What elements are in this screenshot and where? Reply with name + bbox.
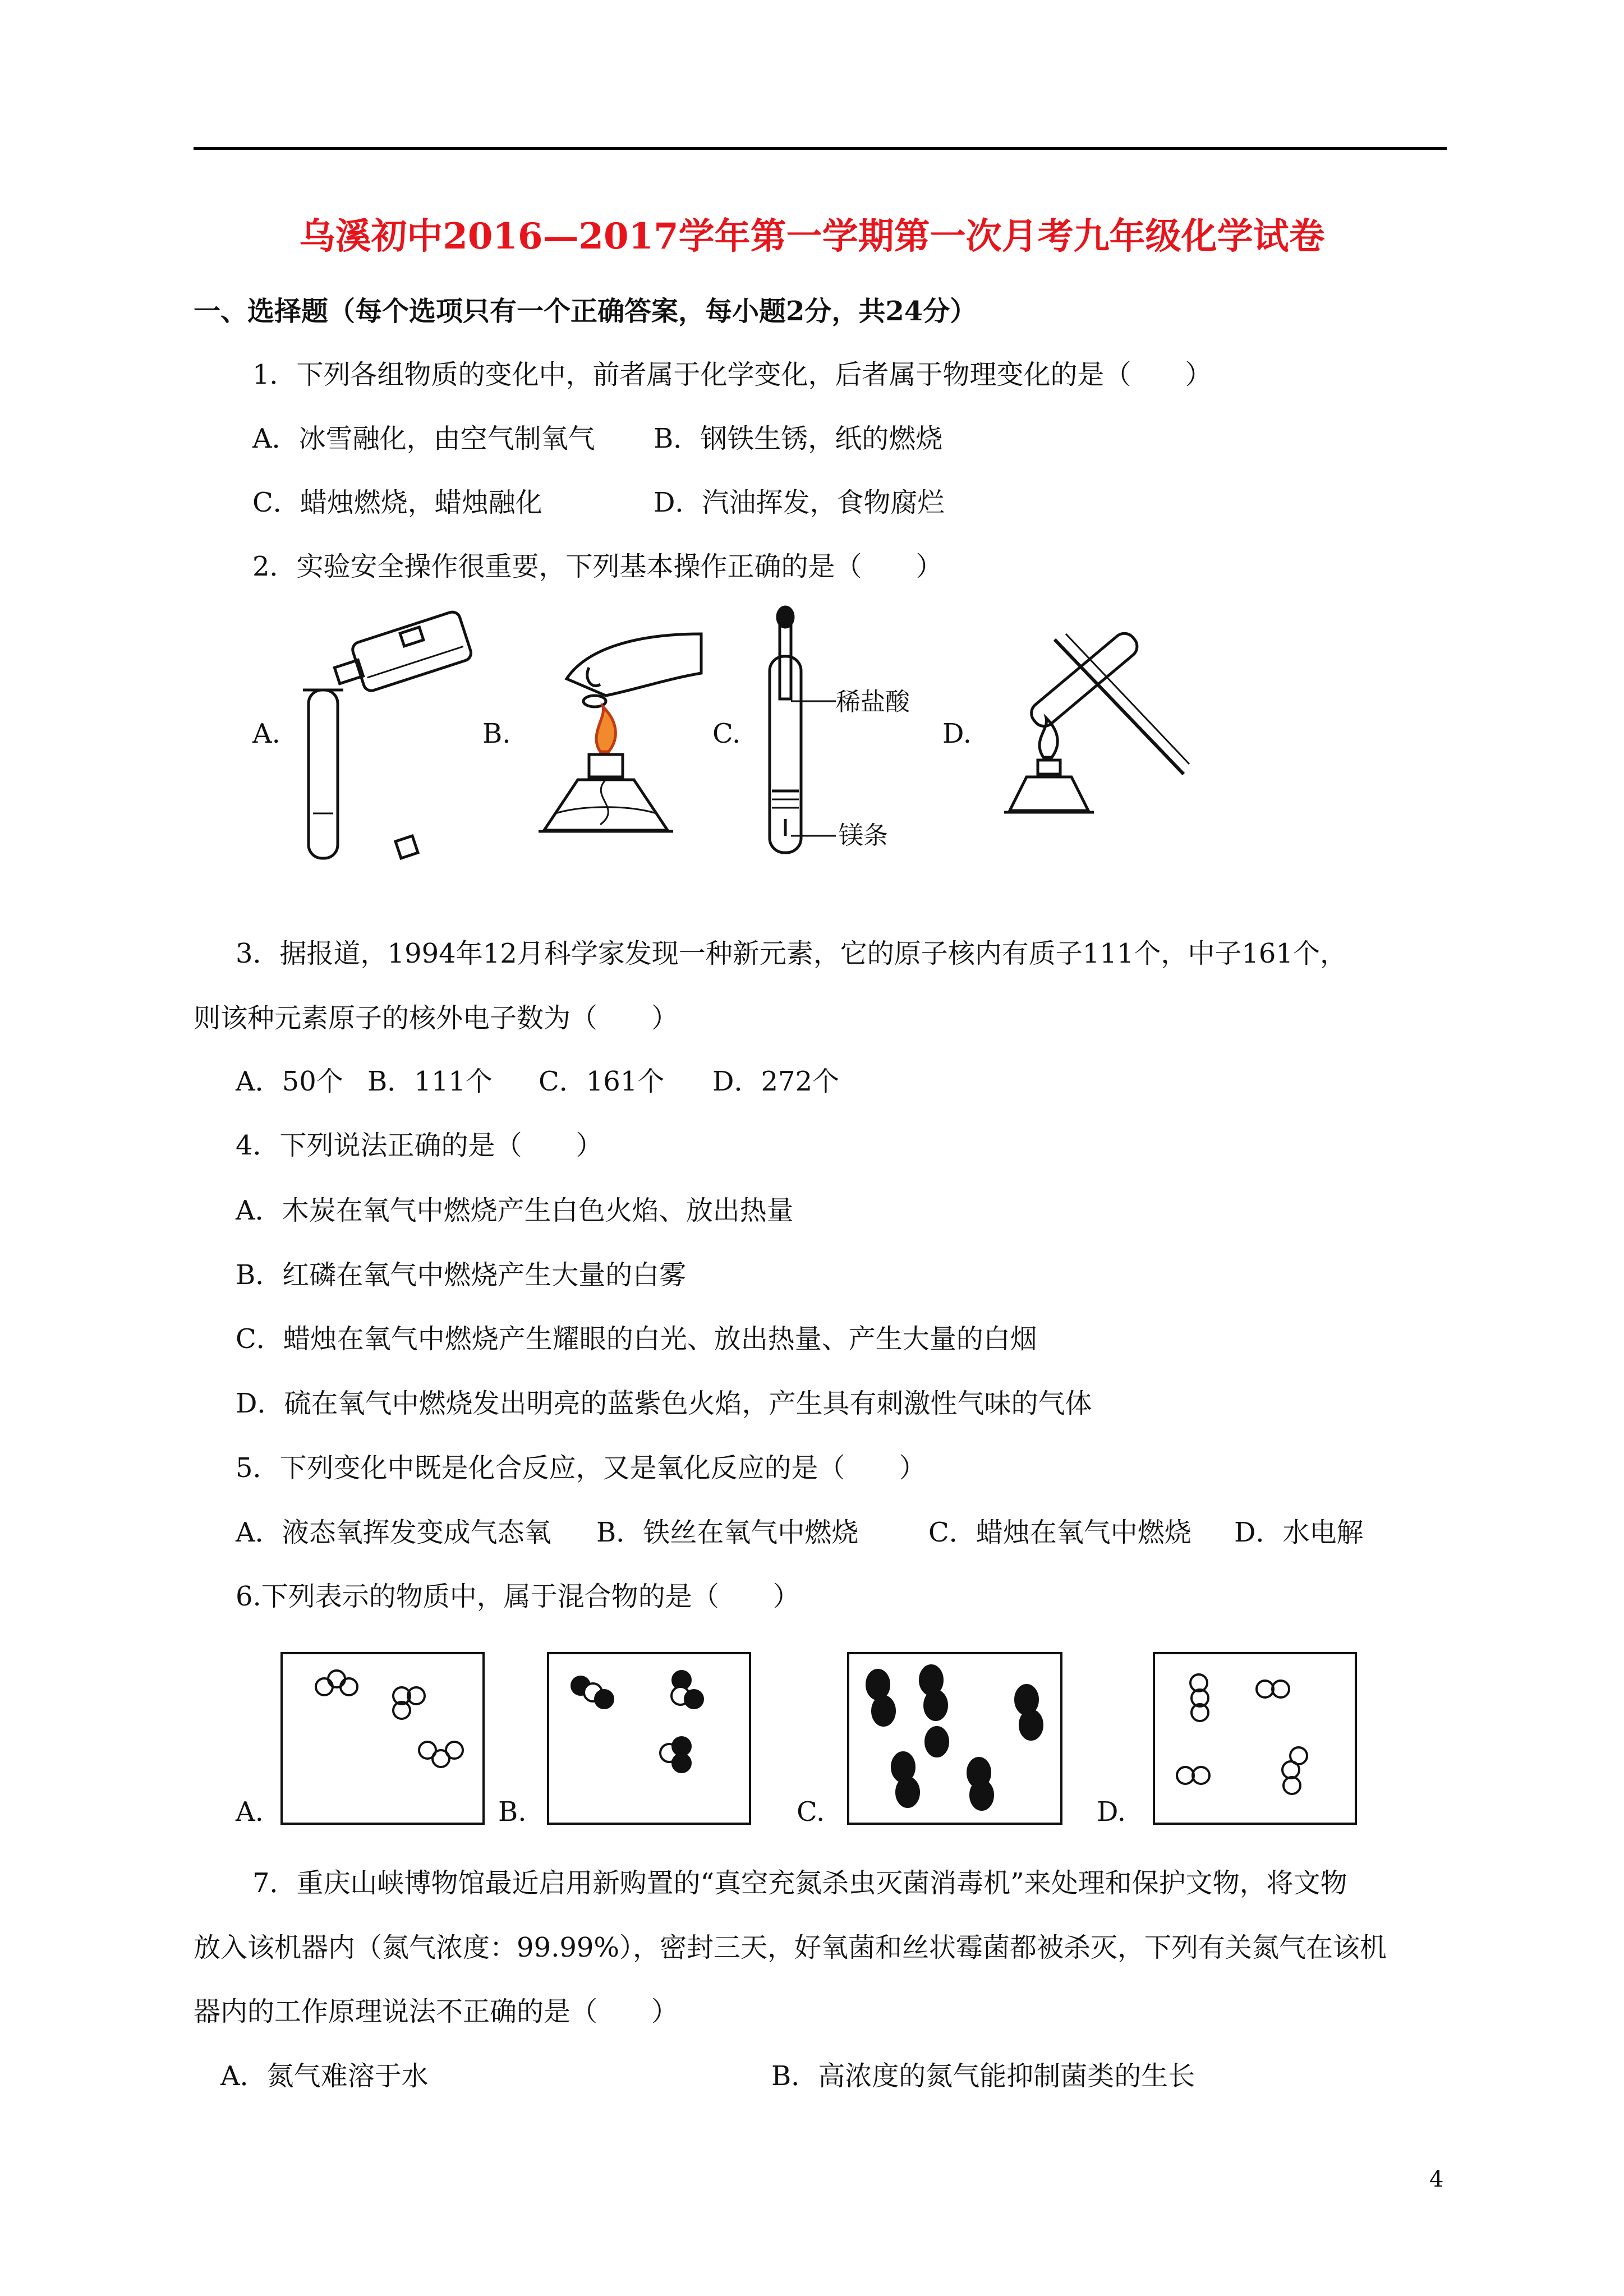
- q5-option-a: A．液态氧挥发变成气态氧: [236, 1517, 551, 1548]
- q3-option-b: B．111个: [367, 1066, 493, 1097]
- q2-figure-c: [752, 606, 920, 864]
- q6-box-c: [847, 1652, 1062, 1826]
- q6-box-a: [280, 1652, 485, 1826]
- exam-title: 乌溪初中2016—2017学年第一学期第一次月考九年级化学试卷: [299, 215, 1325, 257]
- q4-option-b: B．红磷在氧气中燃烧产生大量的白雾: [236, 1259, 687, 1291]
- q1-option-d: D．汽油挥发，食物腐烂: [654, 487, 945, 518]
- q2-label-b: B.: [482, 718, 511, 749]
- q2-figure-b: [522, 611, 712, 853]
- q6-label-a: A.: [236, 1796, 264, 1828]
- q7-line-1: 7．重庆山峡博物馆最近启用新购置的“真空充氮杀虫灭菌消毒机”来处理和保护文物，将文物: [252, 1867, 1347, 1899]
- q5-option-b: B．铁丝在氧气中燃烧: [596, 1517, 859, 1548]
- q2-label-c: C.: [712, 718, 741, 749]
- q6-box-d: [1153, 1652, 1357, 1826]
- q7-option-b: B．高浓度的氮气能抑制菌类的生长: [771, 2060, 1195, 2092]
- page-number: 4: [1429, 2166, 1444, 2192]
- q1-option-a: A．冰雪融化，由空气制氧气: [252, 423, 595, 454]
- q6-stem: 6.下列表示的物质中，属于混合物的是（ ）: [236, 1581, 800, 1612]
- q7-option-a: A．氮气难溶于水: [220, 2060, 429, 2092]
- q5-option-d: D．水电解: [1234, 1517, 1364, 1548]
- q6-box-b: [547, 1652, 751, 1826]
- q2-stem: 2．实验安全操作很重要，下列基本操作正确的是（ ）: [252, 551, 943, 582]
- q2-figure-d: [987, 617, 1189, 819]
- q2-figure-a: [292, 606, 477, 864]
- q5-stem: 5．下列变化中既是化合反应，又是氧化反应的是（ ）: [236, 1452, 926, 1484]
- q6-label-d: D.: [1097, 1796, 1126, 1828]
- q1-stem: 1．下列各组物质的变化中，前者属于化学变化，后者属于物理变化的是（ ）: [252, 359, 1212, 390]
- q2-label-d: D.: [942, 718, 972, 749]
- section-heading: 一、选择题（每个选项只有一个正确答案，每小题2分，共24分）: [194, 296, 977, 327]
- header-rule: [194, 147, 1447, 150]
- q7-line-3: 器内的工作原理说法不正确的是（ ）: [194, 1996, 679, 2027]
- q1-option-b: B．钢铁生锈，纸的燃烧: [654, 423, 943, 454]
- q3-line-1: 3．据报道，1994年12月科学家发现一种新元素，它的原子核内有质子111个，中子161个，: [236, 938, 1347, 969]
- q7-line-2: 放入该机器内（氮气浓度：99.99%），密封三天，好氧菌和丝状霉菌都被杀灭，下列有关氮气在该机: [194, 1932, 1387, 1963]
- q4-option-d: D．硫在氧气中燃烧发出明亮的蓝紫色火焰，产生具有刺激性气味的气体: [236, 1388, 1092, 1419]
- q2-label-a: A.: [252, 718, 280, 749]
- q3-option-a: A．50个: [236, 1066, 343, 1097]
- magnesium-label: 镁条: [839, 821, 888, 850]
- q6-label-c: C.: [797, 1796, 825, 1828]
- q3-line-2: 则该种元素原子的核外电子数为（ ）: [194, 1002, 679, 1034]
- q5-option-c: C．蜡烛在氧气中燃烧: [928, 1517, 1191, 1548]
- q3-option-d: D．272个: [712, 1066, 840, 1097]
- q4-stem: 4．下列说法正确的是（ ）: [236, 1130, 603, 1161]
- q4-option-a: A．木炭在氧气中燃烧产生白色火焰、放出热量: [236, 1195, 794, 1226]
- q1-option-c: C．蜡烛燃烧，蜡烛融化: [252, 487, 542, 518]
- q4-option-c: C．蜡烛在氧气中燃烧产生耀眼的白光、放出热量、产生大量的白烟: [236, 1323, 1037, 1355]
- q6-label-b: B.: [498, 1796, 527, 1828]
- q3-option-c: C．161个: [539, 1066, 665, 1097]
- acid-label: 稀盐酸: [836, 688, 910, 716]
